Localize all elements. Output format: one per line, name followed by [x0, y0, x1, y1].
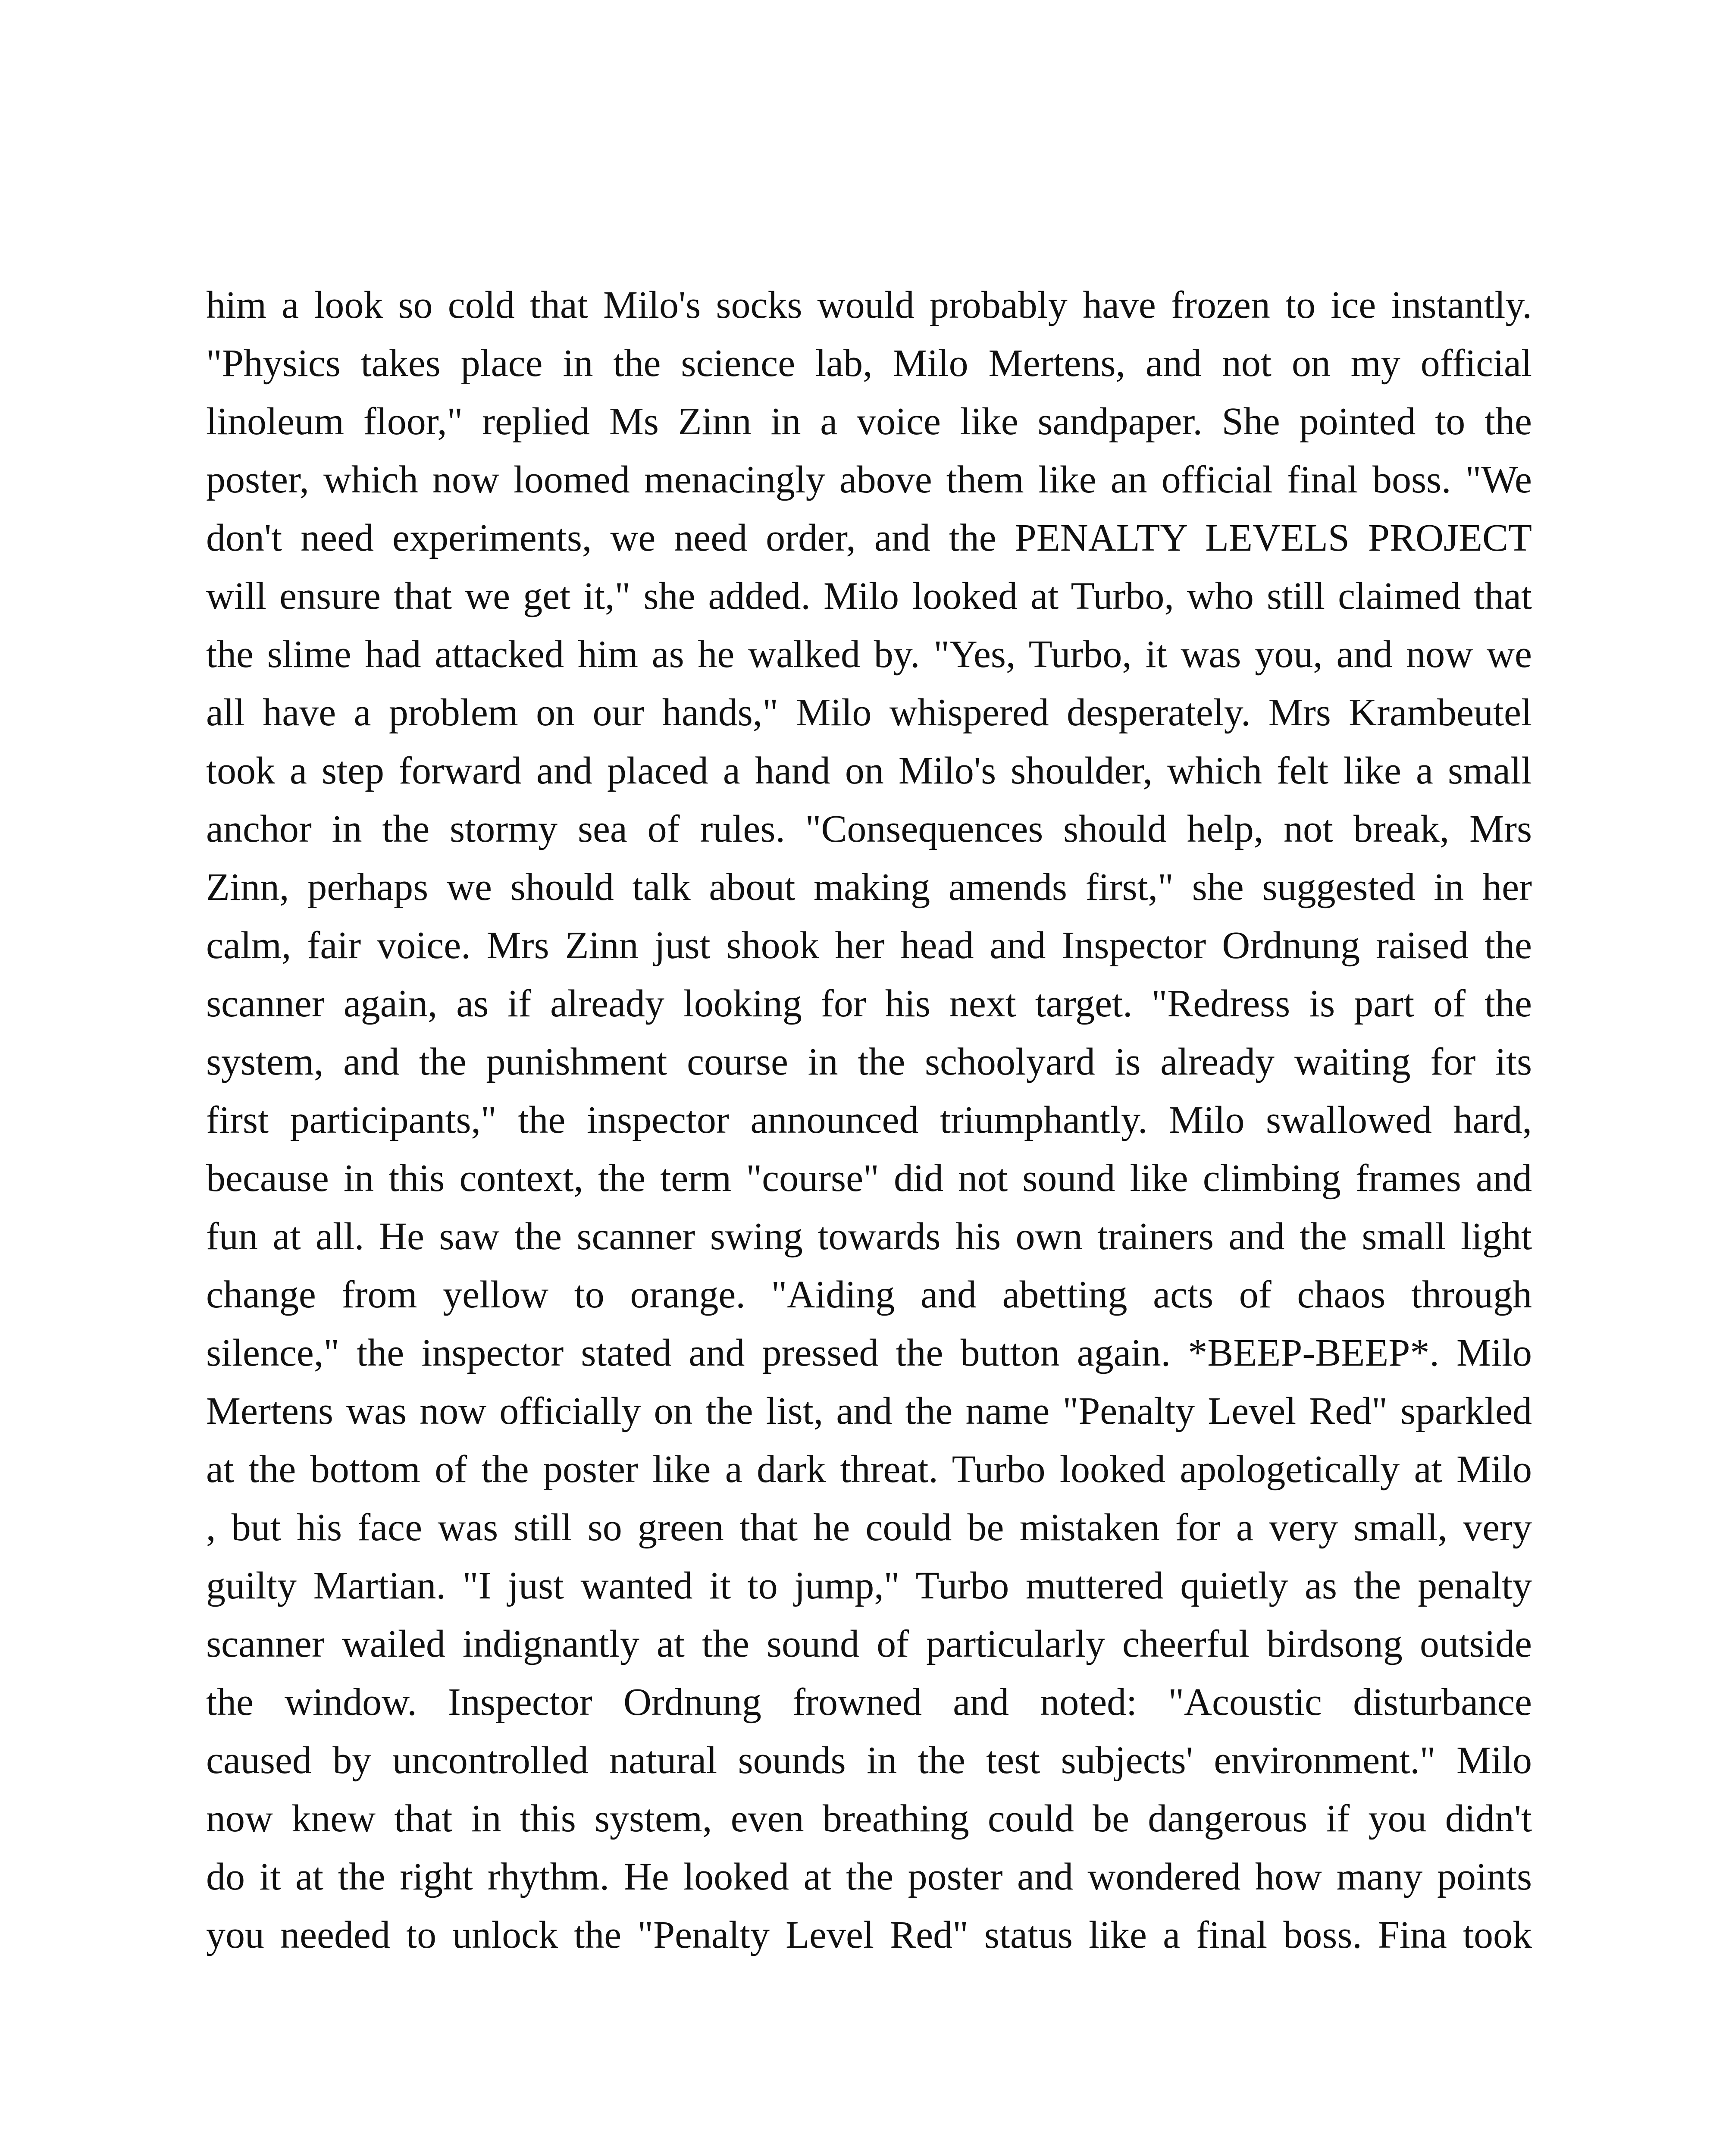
- text-line: the slime had attacked him as he walked by. "Yes, Turbo, it was you, and now we: [206, 633, 1532, 676]
- text-line: because in this context, the term "course" did not sound like climbing frames and: [206, 1157, 1532, 1200]
- text-line: Mertens was now officially on the list, and the name "Penalty Level Red" sparkled: [206, 1390, 1532, 1432]
- text-line: silence," the inspector stated and pressed the button again. *BEEP-BEEP*. Milo: [206, 1332, 1532, 1374]
- text-line: "Physics takes place in the science lab, Milo Mertens, and not on my official: [206, 342, 1532, 385]
- text-line: the window. Inspector Ordnung frowned and noted: "Acoustic disturbance: [206, 1681, 1532, 1724]
- text-line: scanner again, as if already looking for his next target. "Redress is part of the: [206, 982, 1532, 1025]
- text-line: , but his face was still so green that he could be mistaken for a very small, very: [206, 1506, 1532, 1549]
- text-line: linoleum floor," replied Ms Zinn in a voice like sandpaper. She pointed to the: [206, 400, 1532, 443]
- text-line: guilty Martian. "I just wanted it to jump," Turbo muttered quietly as the penalty: [206, 1564, 1532, 1607]
- text-line: you needed to unlock the "Penalty Level Red" status like a final boss. Fina took: [206, 1914, 1532, 1956]
- text-line: poster, which now loomed menacingly above them like an official final boss. "We: [206, 458, 1532, 501]
- text-line: fun at all. He saw the scanner swing towards his own trainers and the small light: [206, 1215, 1532, 1258]
- text-line: all have a problem on our hands," Milo whispered desperately. Mrs Krambeutel: [206, 691, 1532, 734]
- text-line: caused by uncontrolled natural sounds in the test subjects' environment." Milo: [206, 1739, 1532, 1782]
- text-line: at the bottom of the poster like a dark threat. Turbo looked apologetically at Milo: [206, 1448, 1532, 1491]
- body-text: [206, 276, 1532, 1964]
- text-line: do it at the right rhythm. He looked at the poster and wondered how many points: [206, 1855, 1532, 1898]
- text-line: change from yellow to orange. "Aiding and abetting acts of chaos through: [206, 1273, 1532, 1316]
- text-line: system, and the punishment course in the schoolyard is already waiting for its: [206, 1040, 1532, 1083]
- text-line: anchor in the stormy sea of rules. "Consequences should help, not break, Mrs: [206, 808, 1532, 850]
- text-line: first participants," the inspector announced triumphantly. Milo swallowed hard,: [206, 1099, 1532, 1141]
- text-line: now knew that in this system, even breathing could be dangerous if you didn't: [206, 1797, 1532, 1840]
- text-line: don't need experiments, we need order, and the PENALTY LEVELS PROJECT: [206, 517, 1532, 559]
- text-line: him a look so cold that Milo's socks would probably have frozen to ice instantly.: [206, 284, 1532, 326]
- text-line: Zinn, perhaps we should talk about making amends first," she suggested in her: [206, 866, 1532, 909]
- text-line: scanner wailed indignantly at the sound of particularly cheerful birdsong outside: [206, 1623, 1532, 1665]
- text-line: took a step forward and placed a hand on Milo's shoulder, which felt like a small: [206, 749, 1532, 792]
- text-line: calm, fair voice. Mrs Zinn just shook her head and Inspector Ordnung raised the: [206, 924, 1532, 967]
- text-line: will ensure that we get it," she added. Milo looked at Turbo, who still claimed that: [206, 575, 1532, 617]
